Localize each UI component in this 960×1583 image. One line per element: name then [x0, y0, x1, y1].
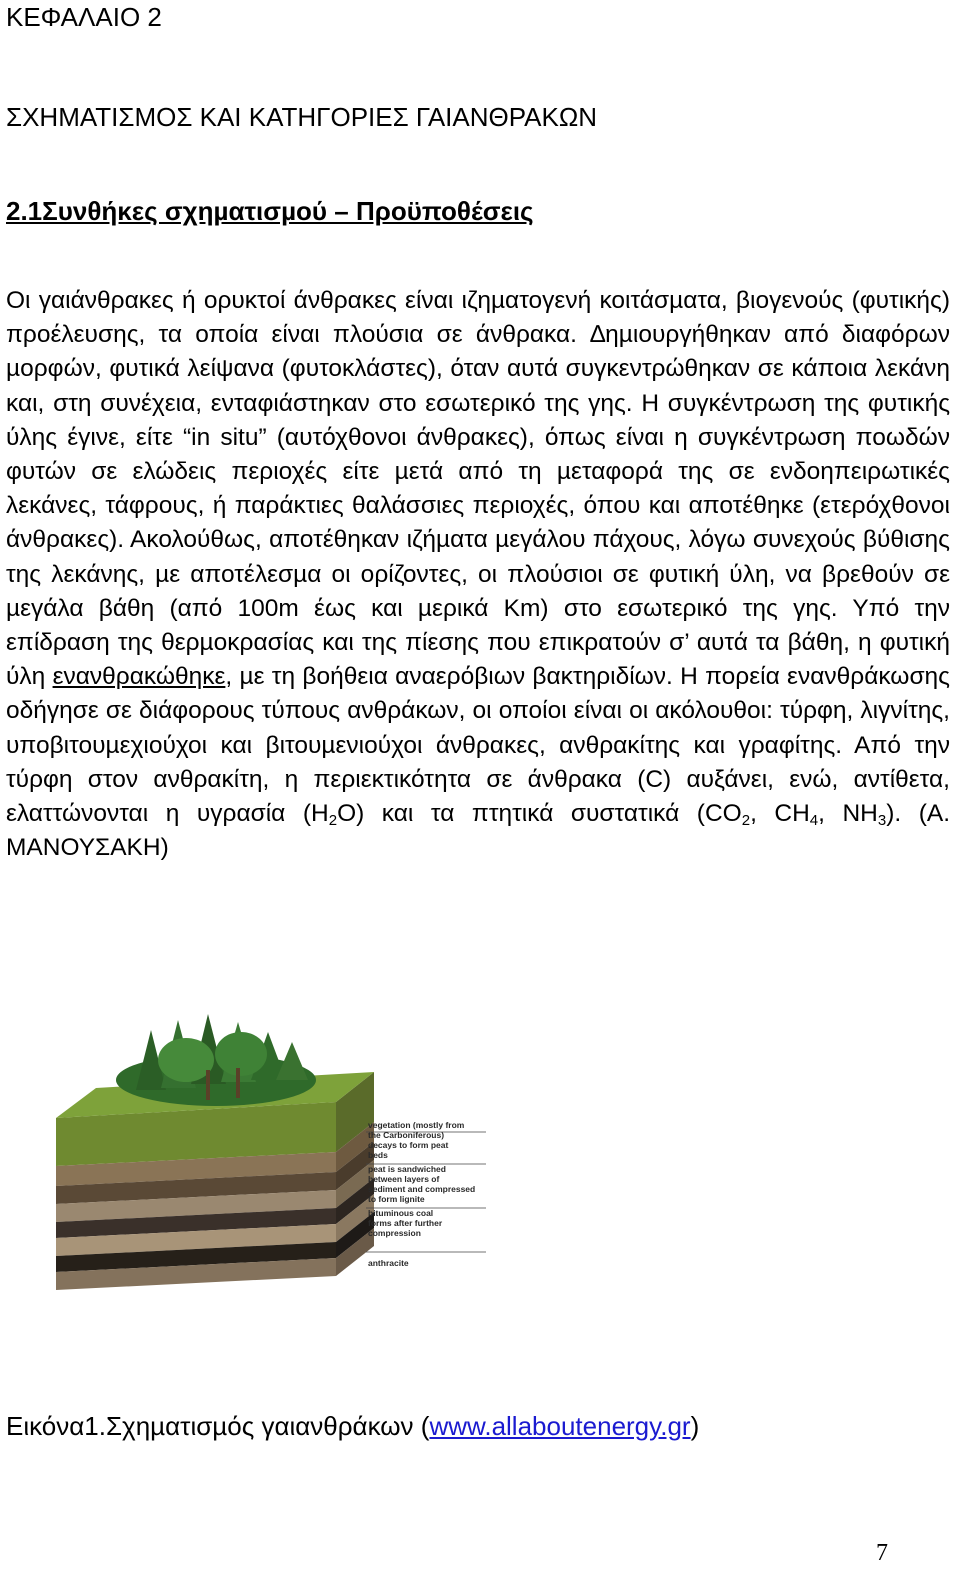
page-number: 7 — [876, 1540, 888, 1566]
section-heading: 2.1Συνθήκες σχηµατισµού – Προϋποθέσεις — [6, 196, 534, 226]
subscript: 2 — [741, 812, 751, 830]
body-text: ). (Α. ΜΑΝΟΥΣΑΚΗ) — [6, 800, 951, 862]
underlined-term: ενανθρακώθηκε — [52, 663, 226, 691]
label-bituminous: forms after further — [368, 1218, 443, 1228]
body-text: O) και τα πτητικά συστατικά (CO — [337, 800, 742, 828]
label-anthracite: anthracite — [368, 1258, 409, 1268]
body-paragraph — [6, 284, 950, 865]
subscript: 4 — [809, 812, 819, 830]
label-peat: to form lignite — [368, 1194, 425, 1204]
label-vegetation: vegetation (mostly from — [368, 1120, 465, 1130]
body-text: , CH — [750, 800, 810, 828]
forest-illustration — [116, 1014, 316, 1106]
strata-front — [56, 1102, 336, 1290]
caption-close: ) — [690, 1411, 700, 1441]
caption-text: Εικόνα1.Σχηµατισµός γαιανθράκων ( — [6, 1411, 430, 1441]
body-text: Οι γαιάνθρακες ή ορυκτοί άνθρακες είναι ιζηµατογενή κοιτάσµατα, βιογενούς (φυτικής) προέλευσης, τα οποία είναι πλούσια σε άνθρακα. ∆ηµιουργήθηκαν από διαφόρων µορφών, φυτικά λείψανα (φυτοκλάστες), όταν αυτά συγκεντρώθηκαν σε κάποια λεκάνη και, στη συνέχεια, ενταφιάστηκαν στο εσωτερικό της γης. Η συγκέντρωση της φυτικής ύλης έγινε, είτε “in situ” (αυτόχθονοι άνθρακες), όπως είναι η συγκέντρωση ποωδών φυτών σε ελώδεις περιοχές είτε µετά από τη µεταφορά της σε ενδοηπειρωτικές λεκάνες, τάφρους, ή παράκτιες θαλάσσιες περιοχές, όπου και αποτέθηκε (ετερόχθονοι άνθρακες). Ακολούθως, αποτέθηκαν ιζήµατα µεγάλου πάχους, λόγω συνεχούς βύθισης της λεκάνης, µε αποτέλεσµα οι ορίζοντες, οι πλούσιοι σε φυτική ύλη, να βρεθούν σε µεγάλα βάθη (από 100m έως και µερικά Km) στο εσωτερικό της γης. Υπό την επίδραση της θερµοκρασίας και της πίεσης που επικρατούν σ’ αυτά τα βάθη, η φυτική ύλη — [6, 287, 950, 691]
coal-formation-figure — [36, 1010, 526, 1310]
label-vegetation: the Carboniferous) — [368, 1130, 445, 1140]
body-text: , µε τη βοήθεια αναερόβιων βακτηριδίων. Η πορεία ενανθράκωσης οδήγησε σε διάφορους τύπους ανθράκων, οι οποίοι είναι οι ακόλουθοι: τύρφη, λιγνίτης, υποβιτουµεχιούχοι και βιτουµενιούχοι άνθρακες, ανθρακίτης και γραφίτης. Από την τύρφη στον ανθρακίτη, η περιεκτικότητα σε άνθρακα (C) αυξάνει, ενώ, αντίθετα, ελαττώνονται η υγρασία (H — [6, 663, 950, 828]
source-link[interactable]: www.allaboutenergy.gr — [429, 1411, 691, 1441]
chapter-title: ΣΧΗΜΑΤΙΣΜΟΣ ΚΑΙ ΚΑΤΗΓΟΡΙΕΣ ΓΑΙΑΝΘΡΑΚΩΝ — [6, 102, 598, 132]
label-peat: peat is sandwiched — [368, 1164, 446, 1174]
body-text: , NH — [818, 800, 878, 828]
subscript: 3 — [877, 812, 887, 830]
label-peat: between layers of — [368, 1174, 440, 1184]
label-peat: sediment and compressed — [368, 1184, 476, 1194]
figure-labels — [366, 1120, 486, 1268]
subscript: 2 — [328, 812, 338, 830]
chapter-heading: ΚΕΦΑΛΑΙΟ 2 — [6, 2, 162, 32]
label-vegetation: beds — [368, 1150, 388, 1160]
label-bituminous: compression — [368, 1228, 421, 1238]
label-bituminous: bituminous coal — [368, 1208, 434, 1218]
figure-caption — [6, 1411, 699, 1442]
label-vegetation: decays to form peat — [368, 1140, 449, 1150]
